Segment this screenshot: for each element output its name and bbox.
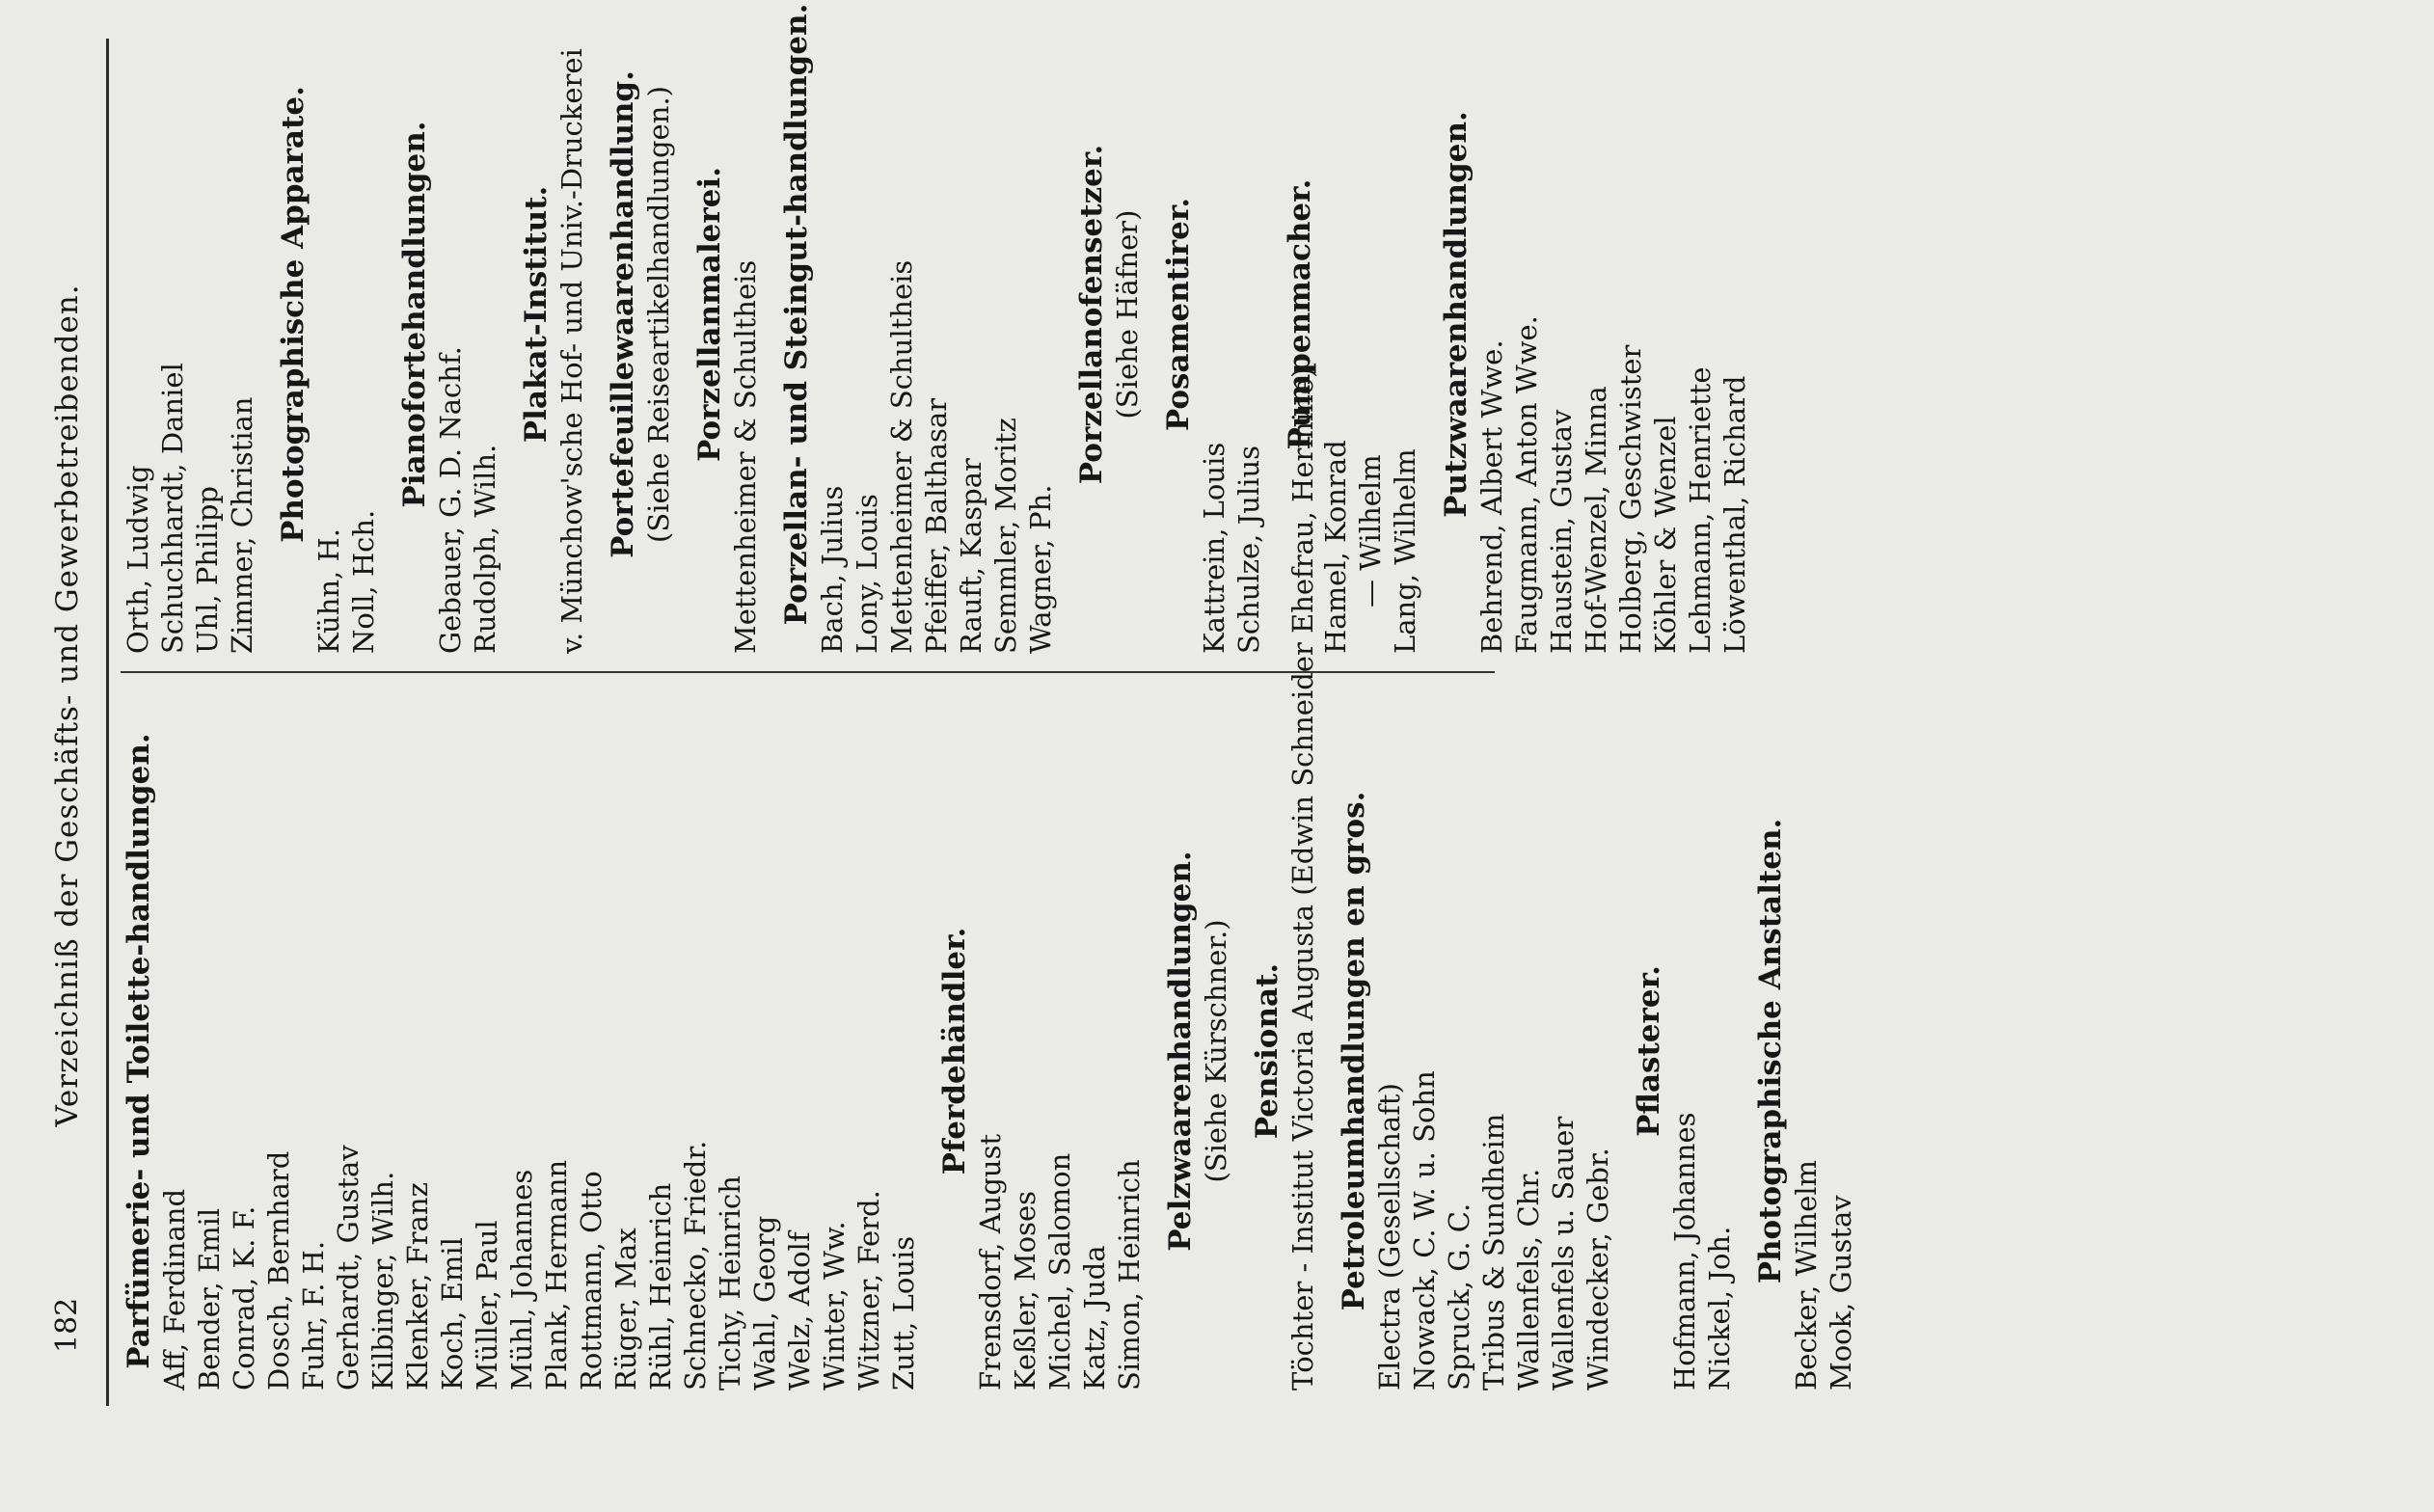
directory-entry: Wahl, Georg <box>748 1215 781 1390</box>
directory-section <box>605 0 676 662</box>
directory-entry: Gebauer, G. D. Nachf. <box>434 346 467 654</box>
directory-section <box>275 0 381 662</box>
directory-entry: Lony, Louis <box>851 494 883 654</box>
directory-entry: Kilbinger, Wilh. <box>366 1171 399 1390</box>
section-note: (Siehe Kürschner.) <box>1200 919 1232 1183</box>
directory-entry: Schnecko, Friedr. <box>679 1140 712 1390</box>
directory-entry: Löwenthal, Richard <box>1718 375 1751 654</box>
directory-entry: Semmler, Moritz <box>989 418 1022 654</box>
directory-entry: Conrad, K. F. <box>228 1205 260 1390</box>
column-divider <box>121 671 1495 673</box>
page-number: 182 <box>50 1297 84 1353</box>
directory-entry: Mook, Gustav <box>1825 1195 1857 1390</box>
directory-section <box>1336 704 1615 1398</box>
directory-section <box>121 0 259 662</box>
section-heading: Parfümerie- und Toilette-handlungen. <box>122 733 156 1369</box>
directory-entry: Windecker, Gebr. <box>1582 1148 1614 1390</box>
directory-entry: Kattrein, Louis <box>1198 442 1231 654</box>
directory-entry: Rüger, Max <box>609 1228 642 1390</box>
directory-section <box>1249 366 1320 1398</box>
directory-section <box>518 0 589 662</box>
directory-entry: Katz, Juda <box>1078 1245 1111 1390</box>
directory-entry: Köhler & Wenzel <box>1649 416 1682 654</box>
directory-entry: Becker, Wilhelm <box>1790 1159 1823 1390</box>
directory-entry: Keßler, Moses <box>1009 1190 1041 1390</box>
directory-entry: Müller, Paul <box>471 1220 503 1390</box>
section-heading: Porzellanofensetzer. <box>1074 144 1109 485</box>
directory-entry: Hofmann, Johannes <box>1668 1112 1701 1390</box>
directory-entry: Töchter - Institut Victoria Augusta (Edwin Schneider Ehefrau, Hermine) <box>1286 366 1319 1390</box>
directory-entry: Aff, Ferdinand <box>158 1188 191 1390</box>
section-heading: Putzwaarenhandlungen. <box>1439 111 1474 518</box>
directory-entry: Dosch, Bernhard <box>262 1150 295 1390</box>
directory-entry: Schuchhardt, Daniel <box>156 363 189 654</box>
directory-entry: Frensdorf, August <box>974 1133 1007 1390</box>
directory-entry: Klenker, Franz <box>401 1182 434 1390</box>
directory-entry: Zutt, Louis <box>887 1235 920 1390</box>
directory-entry: Witzner, Ferd. <box>852 1190 885 1390</box>
section-note: (Siehe Reiseartikelhandlungen.) <box>642 86 675 543</box>
section-heading: Photographische Anstalten. <box>1753 818 1788 1284</box>
directory-entry: Mettenheimer & Schultheis <box>885 259 918 654</box>
section-heading: Porzellan- und Steingut-handlungen. <box>779 3 814 626</box>
directory-entry: Winter, Ww. <box>818 1221 851 1390</box>
directory-entry: Fuhr, F. H. <box>297 1240 330 1390</box>
directory-entry: Uhl, Philipp <box>191 486 224 654</box>
directory-section <box>1073 0 1145 662</box>
directory-section <box>1160 0 1266 662</box>
directory-entry: Mettenheimer & Schultheis <box>729 259 762 654</box>
directory-entry: Simon, Heinrich <box>1113 1159 1146 1390</box>
header-rule <box>106 39 109 1406</box>
directory-entry: Nickel, Joh. <box>1703 1226 1736 1390</box>
section-heading: Pensionat. <box>1250 962 1285 1140</box>
directory-entry: Lang, Wilhelm <box>1389 448 1421 654</box>
section-heading: Petroleumhandlungen en gros. <box>1337 791 1371 1311</box>
section-heading: Pferdehändler. <box>937 927 972 1175</box>
directory-entry: Kühn, H. <box>312 527 345 654</box>
section-heading: Pelzwaarenhandlungen. <box>1163 850 1198 1252</box>
directory-entry: — Wilhelm <box>1354 454 1387 608</box>
directory-section <box>1438 0 1752 662</box>
section-heading: Posamentirer. <box>1161 197 1196 432</box>
directory-section <box>1631 704 1737 1398</box>
section-heading: Plakat-Institut. <box>519 185 554 444</box>
directory-entry: Wallenfels u. Sauer <box>1547 1116 1580 1390</box>
directory-entry: Rühl, Heinrich <box>644 1182 677 1390</box>
page-title: Verzeichniß der Geschäfts- und Gewerbetreibenden. <box>50 284 85 1127</box>
directory-entry: Michel, Salomon <box>1043 1152 1076 1390</box>
directory-entry: Tichy, Heinrich <box>714 1175 746 1390</box>
section-heading: Porzellanmalerei. <box>692 167 727 463</box>
directory-section <box>396 0 502 662</box>
directory-section <box>936 704 1147 1398</box>
directory-entry: Rottmann, Otto <box>575 1171 608 1390</box>
directory-section <box>778 0 1058 662</box>
directory-entry: Hof-Wenzel, Minna <box>1580 386 1612 654</box>
running-head <box>50 58 93 1353</box>
directory-entry: Wagner, Ph. <box>1024 484 1057 654</box>
directory-entry: v. Münchow'sche Hof- und Univ.-Druckerei <box>555 48 588 654</box>
section-heading: Pflasterer. <box>1632 965 1666 1137</box>
directory-entry: Faugmann, Anton Wwe. <box>1510 315 1543 654</box>
directory-entry: Spruck, G. C. <box>1443 1202 1475 1390</box>
directory-entry: Mühl, Johannes <box>505 1169 538 1390</box>
directory-section <box>121 704 921 1398</box>
directory-entry: Bender, Emil <box>193 1207 226 1390</box>
section-heading: Photographische Apparate. <box>276 86 311 543</box>
directory-entry: Rudolph, Wilh. <box>469 444 501 654</box>
directory-entry: Orth, Ludwig <box>122 465 154 654</box>
section-heading: Portefeuillewaarenhandlung. <box>606 70 640 558</box>
directory-entry: Pfeiffer, Balthasar <box>920 397 953 654</box>
directory-entry: Holberg, Geschwister <box>1614 344 1647 654</box>
directory-entry: Behrend, Albert Wwe. <box>1475 339 1508 654</box>
directory-entry: Gerhardt, Gustav <box>332 1145 365 1390</box>
directory-entry: Lehmann, Henriette <box>1684 366 1717 654</box>
directory-section <box>1282 0 1422 662</box>
directory-entry: Schulze, Julius <box>1232 445 1265 654</box>
directory-entry: Hamel, Konrad <box>1319 440 1352 654</box>
section-note: (Siehe Häfner) <box>1111 209 1144 419</box>
directory-entry: Plank, Hermann <box>540 1159 573 1390</box>
directory-entry: Haustein, Gustav <box>1545 409 1578 654</box>
directory-entry: Electra (Gesellschaft) <box>1373 1083 1406 1390</box>
directory-section <box>1752 704 1858 1398</box>
directory-entry: Noll, Hch. <box>347 509 380 654</box>
section-heading: Pumpenmacher. <box>1283 178 1317 450</box>
section-heading: Pianofortehandlungen. <box>397 121 432 508</box>
directory-entry: Zimmer, Christian <box>226 396 258 654</box>
directory-entry: Tribus & Sundheim <box>1477 1113 1510 1390</box>
directory-entry: Wallenfels, Chr. <box>1512 1168 1545 1390</box>
directory-entry: Koch, Emil <box>436 1237 469 1390</box>
directory-section <box>1162 704 1233 1398</box>
directory-entry: Nowack, C. W. u. Sohn <box>1408 1070 1441 1390</box>
directory-section <box>691 0 763 662</box>
directory-entry: Rauft, Kaspar <box>955 458 987 654</box>
directory-entry: Bach, Julius <box>816 485 849 654</box>
directory-entry: Welz, Adolf <box>783 1231 816 1390</box>
column-2 <box>121 0 1768 662</box>
